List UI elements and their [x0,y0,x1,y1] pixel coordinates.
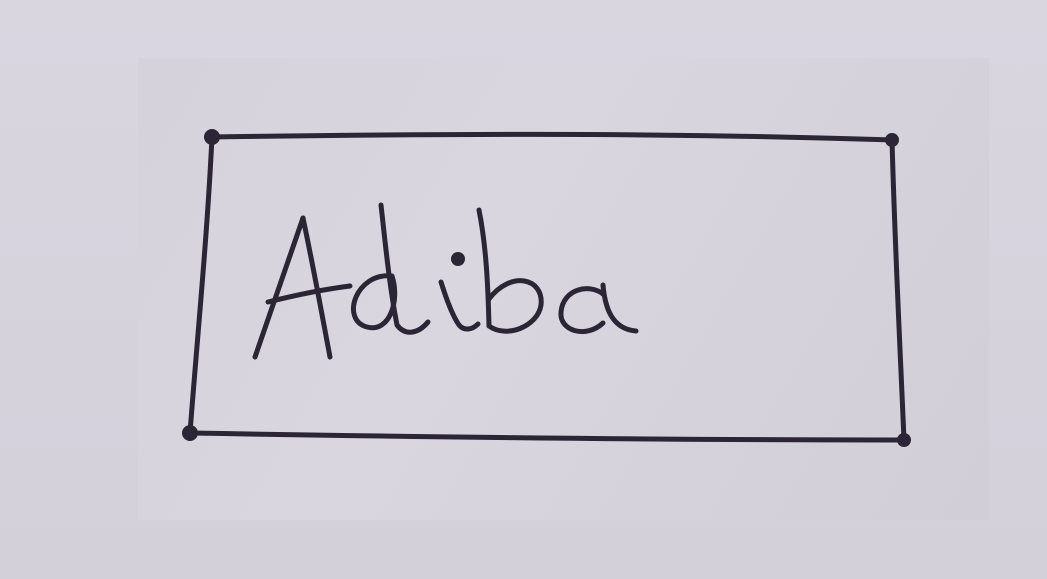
letter-i-stem [441,282,478,329]
letter-a-stem [603,285,636,331]
box-corner-dot-bottom-left [182,425,198,441]
box-top-edge [212,134,892,140]
letter-b-stem [479,210,489,326]
letter-a-bowl [561,289,603,332]
handwritten-name-icon [255,205,636,357]
box-bottom-edge [190,433,904,440]
letter-A-left-stroke [255,218,303,357]
letter-d-stem [381,205,428,332]
letter-b-bowl [489,281,541,332]
box-corner-dot-bottom-right [897,433,911,447]
handwritten-box-icon [182,129,911,447]
box-left-edge [190,137,212,433]
letter-i-dot [451,252,465,266]
box-corner-dot-top-left [204,129,220,145]
box-corner-dot-top-right [885,133,899,147]
box-right-edge [892,140,904,440]
